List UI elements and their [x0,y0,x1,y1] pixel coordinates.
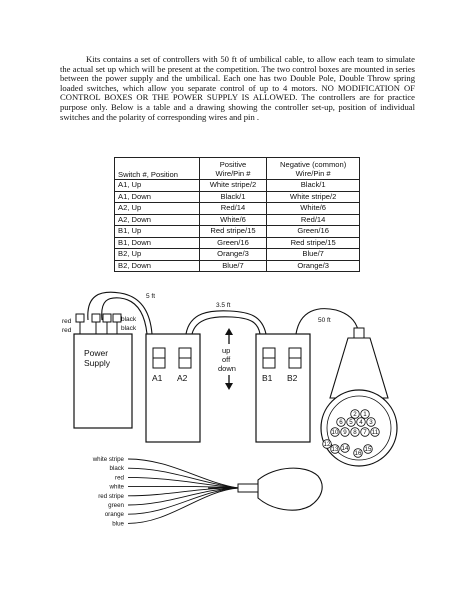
connector-pin-label: 5 [349,419,353,427]
wire-label-black1: black [121,316,137,323]
description-paragraph: Kits contains a set of controllers with 50 ft of umbilical cable, to allow each team to simulate the actual set up which will be present at the competition. The two control boxes are mounted in series between the power supply and the umbilical. Each one has two Double Pole, Double Throw spring loaded switches, which allow you separate control of up to 4 motors. NO MODIFICATION OF CONTROL BOXES OR THE POWER SUPPLY IS ALLOWED. The controllers are for practice purpose only. Below is a table and a drawing showing the controller set-up, position of individual switches and the polarity of corresponding wires and pin . [60,54,415,122]
cable-35ft-line-2 [192,317,260,334]
switch-label-b2: B2 [287,373,298,383]
cell-negative: Red/14 [267,214,360,226]
cell-switch: B1, Up [115,226,200,238]
cell-positive: White/6 [199,214,267,226]
wire-label: red [115,474,124,482]
connector-pin-label: 9 [343,429,347,437]
cell-switch: B2, Up [115,249,200,261]
cell-switch: A2, Up [115,203,200,215]
legend-down: down [218,364,236,373]
connector-pin-label: 14 [341,445,349,453]
legend-off: off [222,355,231,364]
cell-switch: A1, Up [115,180,200,192]
cell-positive: White stripe/2 [199,180,267,192]
switch-direction-legend [218,328,236,390]
wire-label: red stripe [98,492,124,500]
arrow-down-icon [225,383,233,390]
arrow-up-icon [225,328,233,335]
wire-label-red2: red [62,327,72,334]
cell-negative: White/6 [267,203,360,215]
header-negative: Negative (common) Wire/Pin # [267,158,360,180]
cell-switch: A2, Down [115,214,200,226]
umbilical-plug [238,468,322,510]
connector-pin-label: 11 [371,429,379,437]
connector-pin-label: 8 [353,429,357,437]
cable-label-50ft: 50 ft [318,317,331,324]
cell-negative: Blue/7 [267,249,360,261]
wire-fan [128,459,238,523]
power-supply-label-2: Supply [84,358,110,368]
cell-negative: Orange/3 [267,260,360,272]
wire-label: black [109,465,124,473]
connector-pin-label: 15 [364,446,372,454]
cable-label-5ft: 5 ft [146,293,156,300]
wire-label: orange [104,511,124,519]
cell-negative: Green/16 [267,226,360,238]
cable-label-35ft: 3.5 ft [216,302,231,309]
power-supply-label-1: Power [84,348,109,358]
connector-pin-label: 2 [353,411,357,419]
switch-label-b1: B1 [262,373,273,383]
connector-pin-label: 16 [354,450,362,458]
cell-switch: B2, Down [115,260,200,272]
switch-label-a1: A1 [152,373,163,383]
legend-up: up [222,346,231,355]
cell-negative: Black/1 [267,180,360,192]
wire-line [128,488,238,523]
connector-pin-label: 10 [331,429,339,437]
connector-pin-label: 7 [363,429,367,437]
connector-pin-label: 6 [339,419,343,427]
wire-line [128,459,238,488]
wire-label: green [108,502,124,509]
header-switch: Switch #, Position [115,158,200,180]
cell-positive: Black/1 [199,191,267,203]
wire-label: white stripe [92,456,124,463]
connector-pin-label: 12 [323,441,331,449]
wire-color-labels [92,456,125,527]
cell-positive: Red stripe/15 [199,226,267,238]
header-positive: Positive Wire/Pin # [199,158,267,180]
cell-positive: Blue/7 [199,260,267,272]
connector-pin-label: 13 [331,446,339,454]
connector-pin-label: 1 [363,411,367,419]
connector-pin-label: 3 [369,419,373,427]
wire-label: white [109,483,124,491]
cell-negative: Red stripe/15 [267,237,360,249]
cell-positive: Green/16 [199,237,267,249]
wire-label: blue [112,520,124,528]
cell-negative: White stripe/2 [267,191,360,203]
cell-switch: B1, Down [115,237,200,249]
cell-switch: A1, Down [115,191,200,203]
connector-pin-label: 4 [359,419,363,427]
cell-positive: Orange/3 [199,249,267,261]
wire-label-black2: black [121,325,137,332]
cell-positive: Red/14 [199,203,267,215]
wire-label-red1: red [62,318,72,325]
switch-label-a2: A2 [177,373,188,383]
